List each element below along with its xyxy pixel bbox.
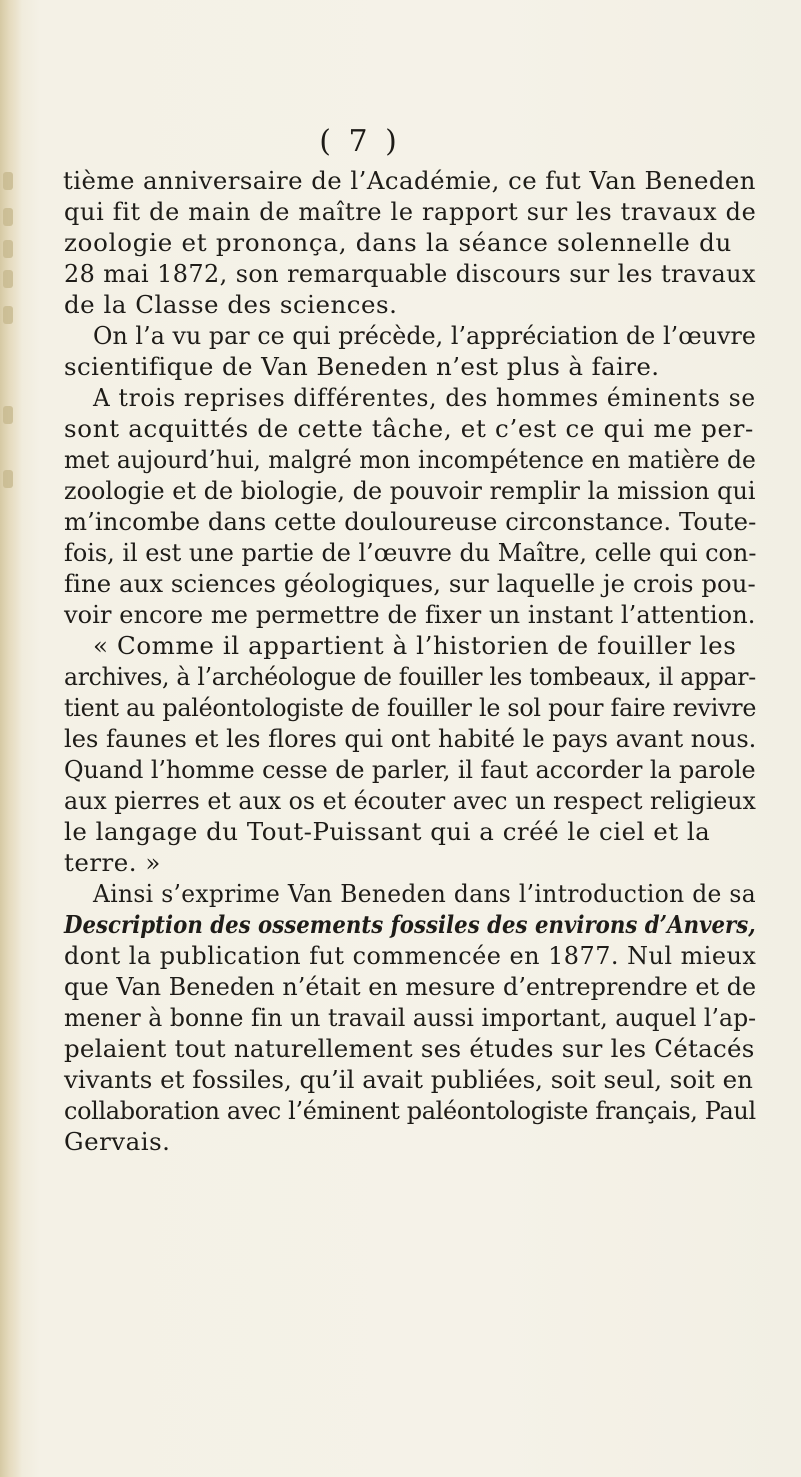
- text-line: A trois reprises différentes, des hommes éminents se: [93, 383, 756, 412]
- page-number: ( 7 ): [319, 124, 401, 159]
- binding-mark: [3, 406, 13, 424]
- text-line: qui fit de main de maître le rapport sur les travaux de: [64, 197, 757, 226]
- text-line: zoologie et de biologie, de pouvoir remplir la mission qui: [64, 476, 756, 505]
- text-line: aux pierres et aux os et écouter avec un respect religieux: [64, 786, 756, 815]
- text-line: scientifique de Van Beneden n’est plus à faire.: [64, 352, 660, 381]
- binding-mark: [3, 306, 13, 324]
- text-line: zoologie et prononça, dans la séance solennelle du: [64, 228, 733, 257]
- text-line: On l’a vu par ce qui précède, l’appréciation de l’œuvre: [93, 321, 756, 350]
- text-line: collaboration avec l’éminent paléontologiste français, Paul: [64, 1096, 756, 1125]
- text-line: Ainsi s’exprime Van Beneden dans l’introduction de sa: [93, 879, 756, 908]
- text-line: terre. »: [64, 848, 161, 877]
- text-line: tième anniversaire de l’Académie, ce fut Van Beneden: [63, 166, 756, 195]
- text-line: voir encore me permettre de fixer un instant l’attention.: [64, 600, 756, 629]
- text-line: fois, il est une partie de l’œuvre du Maître, celle qui con-: [64, 538, 757, 567]
- text-line: « Comme il appartient à l’historien de fouiller les: [93, 631, 737, 660]
- text-line: vivants et fossiles, qu’il avait publiées, soit seul, soit en: [64, 1065, 753, 1094]
- binding-edge: [0, 0, 22, 1477]
- text-line: pelaient tout naturellement ses études sur les Cétacés: [64, 1034, 755, 1063]
- text-line: Quand l’homme cesse de parler, il faut accorder la parole: [64, 755, 756, 784]
- text-line: sont acquittés de cette tâche, et c’est ce qui me per-: [64, 414, 755, 443]
- text-line: fine aux sciences géologiques, sur laquelle je crois pou-: [64, 569, 756, 598]
- text-line: dont la publication fut commencée en 1877. Nul mieux: [64, 941, 757, 970]
- text-line: Gervais.: [64, 1127, 171, 1156]
- text-line: m’incombe dans cette douloureuse circonstance. Toute-: [64, 507, 757, 536]
- binding-mark: [3, 208, 13, 226]
- text-line: archives, à l’archéologue de fouiller les tombeaux, il appar-: [64, 662, 756, 691]
- binding-mark: [3, 172, 13, 190]
- text-line: les faunes et les flores qui ont habité le pays avant nous.: [64, 724, 757, 753]
- book-title-line: Description des ossements fossiles des environs d’Anvers,: [64, 910, 756, 939]
- text-line: 28 mai 1872, son remarquable discours sur les travaux: [64, 259, 756, 288]
- text-line: met aujourd’hui, malgré mon incompétence en matière de: [64, 445, 756, 474]
- text-line: que Van Beneden n’était en mesure d’entreprendre et de: [64, 972, 757, 1001]
- binding-mark: [3, 270, 13, 288]
- binding-mark: [3, 470, 13, 488]
- text-line: mener à bonne fin un travail aussi important, auquel l’ap-: [64, 1003, 757, 1032]
- binding-mark: [3, 240, 13, 258]
- text-line: le langage du Tout-Puissant qui a créé le ciel et la: [64, 817, 711, 846]
- text-line: tient au paléontologiste de fouiller le sol pour faire revivre: [64, 693, 757, 722]
- text-line: de la Classe des sciences.: [64, 290, 398, 319]
